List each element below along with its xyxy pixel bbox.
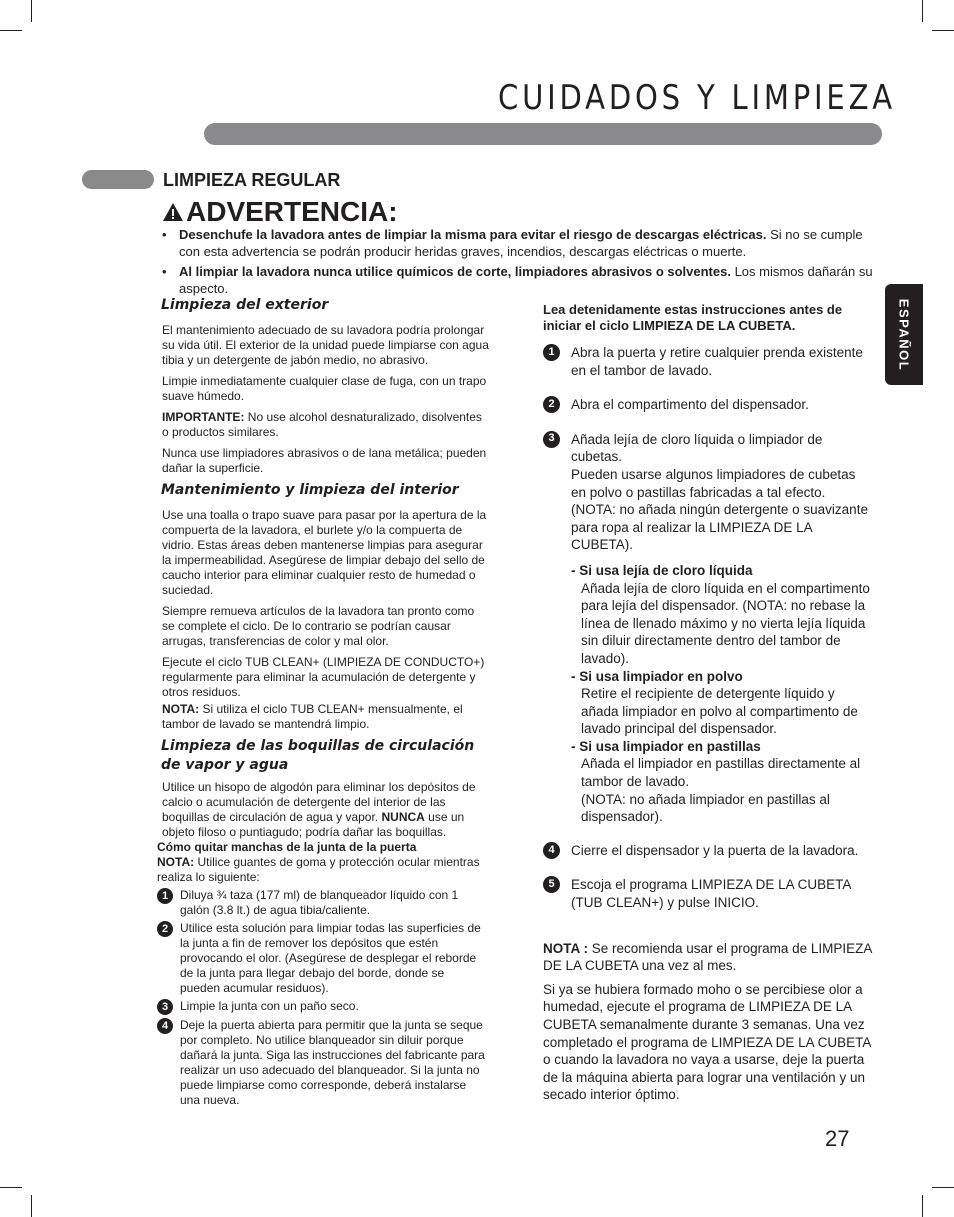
- tub-step: [543, 876, 873, 911]
- warning-text: Si no se cumple con esta advertencia se podrán producir heridas graves, incendios, descargas eléctricas o muerte.: [179, 227, 863, 259]
- crop-mark: [31, 1195, 32, 1217]
- step-text: Utilice esta solución para limpiar todas las superficies de la junta a fin de remover los depósitos que estén provocando el olor. (Asegúrese de desplegar el reborde de la junta para llegar debajo del borde, donde se pueden acumular residuos).: [180, 921, 481, 995]
- warning-item: [162, 226, 874, 260]
- interior-p3: Ejecute el ciclo TUB CLEAN+ (LIMPIEZA DE CONDUCTO+) regularmente para eliminar la acumulación de detergente y otros residuos.: [162, 655, 485, 699]
- tub-step: [543, 431, 873, 554]
- option-body: Añada lejía de cloro líquida en el compartimento para lejía del dispensador. (NOTA: no rebase la línea de llenado máximo y no vierta lejía líquida sin diluir directamente dentro del tambor de lavado).: [581, 580, 870, 666]
- intro-text: Lea detenidamente estas instrucciones antes de iniciar el ciclo LIMPIEZA DE LA CUBETA.: [543, 302, 843, 333]
- crop-mark: [932, 1187, 954, 1188]
- interior-p2: Siempre remueva artículos de la lavadora tan pronto como se complete el ciclo. De lo contrario se podrían causar arrugas, transferencias de color y mal olor.: [162, 604, 475, 648]
- step-text: Añada lejía de cloro líquida o limpiador de cubetas.: [571, 431, 823, 465]
- step-text: Abra la puerta y retire cualquier prenda existente en el tambor de lavado.: [571, 345, 863, 378]
- right-column: [543, 302, 873, 1114]
- exterior-heading: Limpieza del exterior: [161, 297, 329, 313]
- tub-step: [543, 396, 873, 414]
- tub-step: [543, 344, 873, 379]
- step-body: [571, 431, 873, 554]
- step-text: Cierre el dispensador y la puerta de la lavadora.: [571, 842, 859, 858]
- step-number-badge: 2: [157, 921, 173, 937]
- nozzles-never: NUNCA: [381, 810, 425, 824]
- gasket-note-label: NOTA:: [157, 855, 195, 869]
- interior-p1: Use una toalla o trapo suave para pasar por la apertura de la compuerta de la lavadora, el burlete y/o la compuerta de vidrio. Estas áreas deben mantenerse limpias para asegurar la impermeabilidad. Asegúrese de limpiar debajo del sello de caucho interior para eliminar cualquier resto de humedad o suciedad.: [162, 508, 487, 597]
- exterior-p3: [162, 410, 490, 440]
- gasket-step: [157, 999, 487, 1015]
- nozzles-p1: [162, 780, 490, 840]
- gasket-section: [157, 840, 487, 1108]
- nozzles-heading: Limpieza de las boquillas de circulación de vapor y agua: [161, 738, 475, 773]
- section-marker: [82, 170, 154, 189]
- important-label: IMPORTANTE:: [162, 410, 245, 424]
- step-text: Deje la puerta abierta para permitir que la junta se seque por completo. No utilice blanqueador sin diluir porque dañará la junta. Siga las instrucciones del fabricante para realizar un uso adecuado del blanqueador. Si la junta no puede limpiarse como corresponde, deberá instalarse una nueva.: [180, 1018, 485, 1107]
- crop-mark: [0, 30, 22, 31]
- step-text-2: Pueden usarse algunos limpiadores de cubetas en polvo o pastillas fabricadas a tal efecto.: [571, 466, 856, 500]
- gasket-step: [157, 888, 487, 918]
- warning-text: Los mismos dañarán su aspecto.: [179, 264, 873, 296]
- gasket-note: [157, 855, 487, 885]
- step-number-badge: 5: [543, 876, 560, 893]
- tub-note-text: Se recomienda usar el programa de LIMPIEZA DE LA CUBETA una vez al mes.: [543, 940, 872, 974]
- step-number-badge: 3: [543, 431, 560, 448]
- note-label: NOTA:: [162, 702, 200, 716]
- crop-mark: [922, 0, 923, 22]
- option-body: Añada el limpiador en pastillas directamente al tambor de lavado.: [581, 756, 861, 790]
- gasket-heading: Cómo quitar manchas de la junta de la puerta: [157, 840, 417, 854]
- warning-triangle-icon: [162, 202, 184, 222]
- tub-final: Si ya se hubiera formado moho o se percibiese olor a humedad, ejecute el programa de LIMPIEZA DE LA CUBETA semanalmente durante 3 semanas. Una vez completado el programa de LIMPIEZA DE LA CUBETA o cuando la lavadora no vaya a usarse, deje la puerta de la máquina abierta para lograr una ventilación y un secado interior óptimo.: [543, 981, 871, 1103]
- step-text: Abra el compartimento del dispensador.: [571, 397, 809, 413]
- warning-bold: Desenchufe la lavadora antes de limpiar la misma para evitar el riesgo de descargas eléctricas.: [179, 227, 767, 242]
- nozzles-text: Utilice un hisopo de algodón para eliminar los depósitos de calcio o acumulación de detergente del interior de las boquillas de circulación de agua y vapor.: [162, 780, 476, 824]
- warning-bold: Al limpiar la lavadora nunca utilice químicos de corte, limpiadores abrasivos o solventes.: [179, 264, 731, 279]
- note-text: Si utiliza el ciclo TUB CLEAN+ mensualmente, el tambor de lavado se mantendrá limpio.: [162, 702, 463, 731]
- left-column: [157, 296, 490, 1111]
- step-text: Limpie la junta con un paño seco.: [180, 999, 359, 1013]
- step-number-badge: 1: [157, 888, 173, 904]
- language-tab-label: ESPAÑOL: [896, 298, 912, 371]
- step-number-badge: 1: [543, 344, 560, 361]
- crop-mark: [932, 30, 954, 31]
- interior-p4: [162, 702, 490, 732]
- step-number-badge: 3: [157, 999, 173, 1015]
- section-title: LIMPIEZA REGULAR: [163, 170, 341, 190]
- step-text-3: (NOTA: no añada ningún detergente o suavizante para ropa al realizar la LIMPIEZA DE LA CUBETA).: [571, 502, 868, 553]
- option-heading: - Si usa limpiador en pastillas: [571, 738, 761, 754]
- language-tab: [885, 284, 923, 385]
- option-body-2: (NOTA: no añada limpiador en pastillas al dispensador).: [581, 791, 830, 825]
- option-heading: - Si usa limpiador en polvo: [571, 668, 743, 684]
- option-heading: - Si usa lejía de cloro líquida: [571, 562, 753, 578]
- exterior-p4: Nunca use limpiadores abrasivos o de lana metálica; pueden dañar la superficie.: [162, 446, 487, 475]
- nozzles-text-2: use un objeto filoso o puntiagudo; podría dañar las boquillas.: [162, 810, 465, 839]
- tub-note: [543, 940, 873, 975]
- tub-note-label: NOTA :: [543, 940, 588, 956]
- gasket-step: [157, 1018, 487, 1108]
- page-title: CUIDADOS Y LIMPIEZA: [498, 78, 896, 118]
- exterior-p2: Limpie inmediatamente cualquier clase de fuga, con un trapo suave húmedo.: [162, 374, 487, 403]
- exterior-p1: El mantenimiento adecuado de su lavadora podría prolongar su vida útil. El exterior de la unidad puede limpiarse con agua tibia y un detergente de jabón medio, no abrasivo.: [162, 323, 489, 367]
- step-number-badge: 4: [543, 842, 560, 859]
- gasket-step: [157, 921, 487, 996]
- step-number-badge: 4: [157, 1018, 173, 1034]
- warning-list: [162, 226, 874, 300]
- page-number: 27: [825, 1126, 850, 1151]
- option-list: [571, 562, 873, 826]
- title-underline-bar: [204, 123, 882, 145]
- gasket-note-text: Utilice guantes de goma y protección ocular mientras realiza lo siguiente:: [157, 855, 480, 884]
- warning-item: [162, 263, 874, 297]
- tub-step: [543, 842, 873, 860]
- warning-label: ADVERTENCIA:: [186, 196, 398, 227]
- crop-mark: [922, 1195, 923, 1217]
- crop-mark: [0, 1187, 22, 1188]
- warning-heading: [162, 196, 398, 228]
- interior-heading: Mantenimiento y limpieza del interior: [161, 482, 459, 498]
- step-number-badge: 2: [543, 396, 560, 413]
- option-body: Retire el recipiente de detergente líquido y añada limpiador en polvo al compartimento de lavado principal del dispensador.: [581, 686, 858, 737]
- step-text: Diluya ¾ taza (177 ml) de blanqueador líquido con 1 galón (3.8 lt.) de agua tibia/caliente.: [180, 888, 459, 917]
- crop-mark: [31, 0, 32, 22]
- step-text: Escoja el programa LIMPIEZA DE LA CUBETA (TUB CLEAN+) y pulse INICIO.: [571, 877, 851, 911]
- important-text: No use alcohol desnaturalizado, disolventes o productos similares.: [162, 410, 482, 439]
